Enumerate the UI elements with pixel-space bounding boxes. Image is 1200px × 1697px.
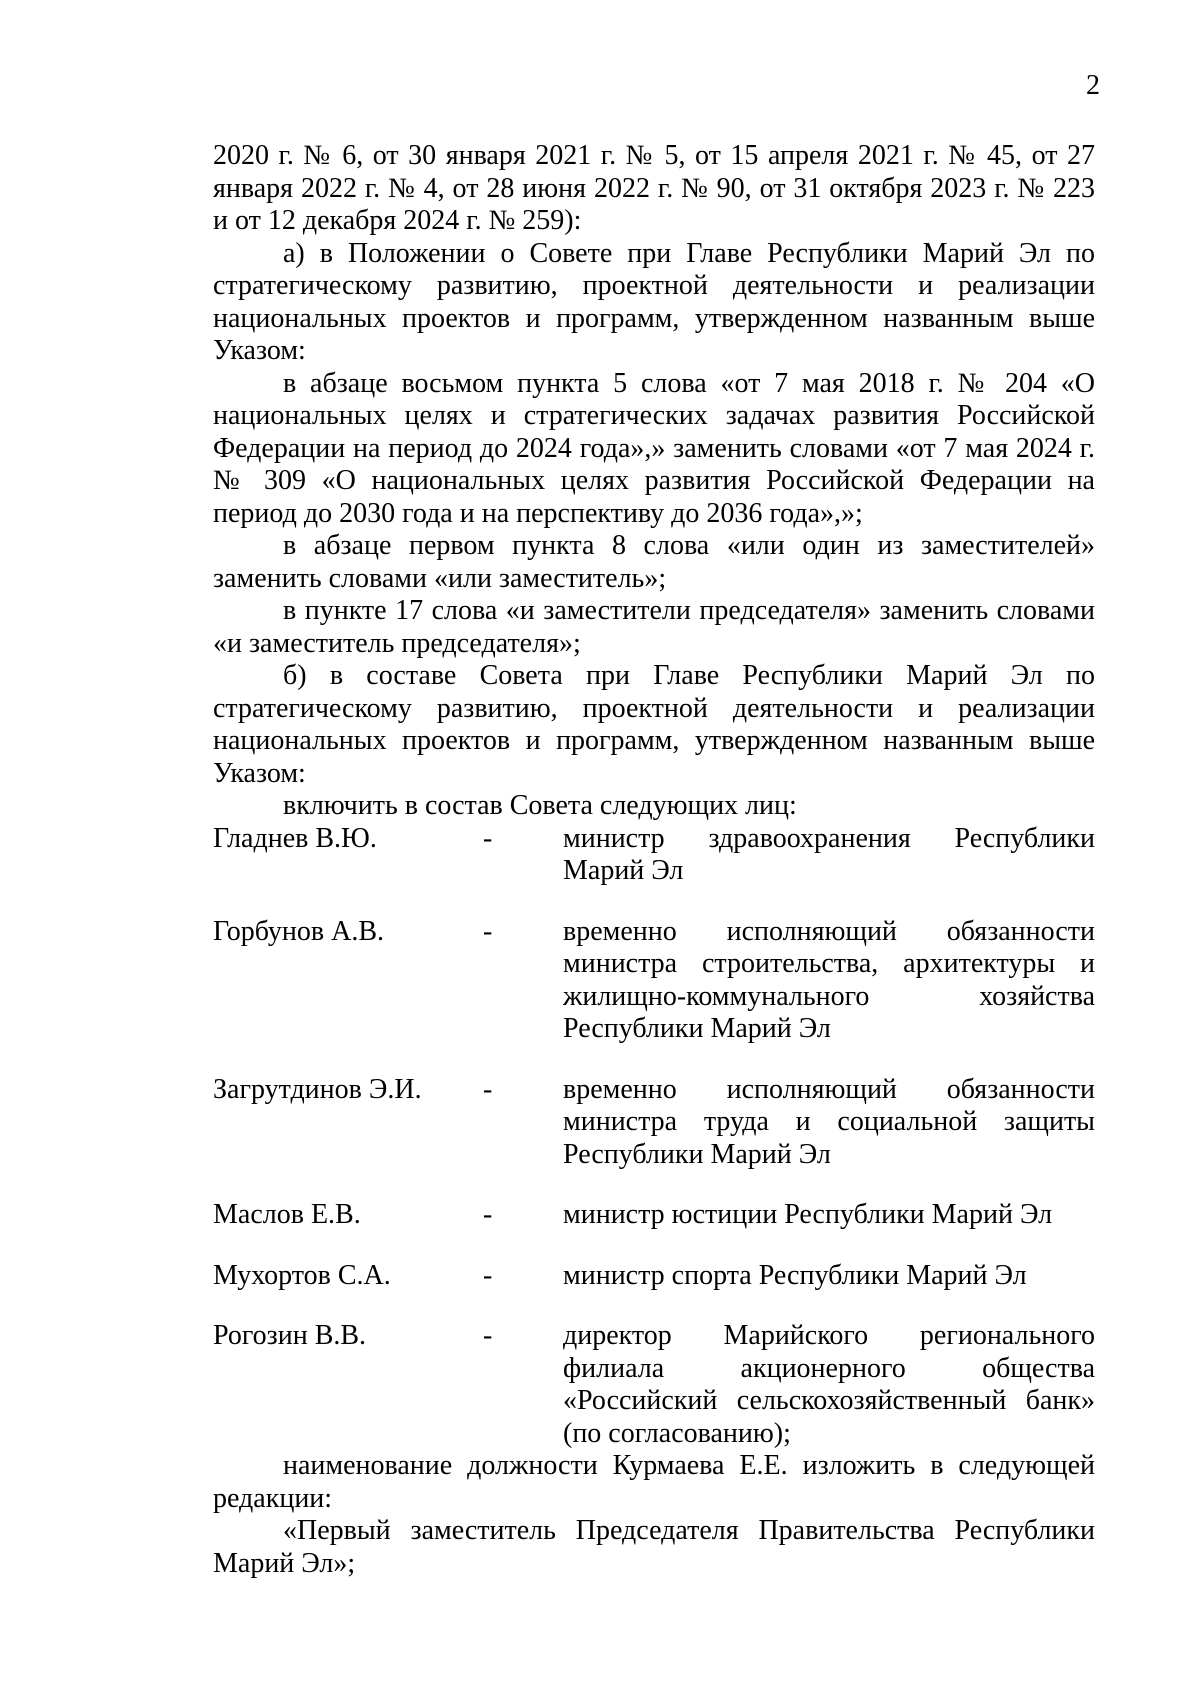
paragraph-decree-list: 2020 г. № 6, от 30 января 2021 г. № 5, от 15 апреля 2021 г. № 45, от 27 января 2022 г. № 4, от 28 июня 2022 г. № 90, от 31 октября 2023 г. № 223 и от 12 декабря 2024 г. № 259): [213, 140, 1095, 236]
member-name: Мухортов С.А. [213, 1259, 391, 1291]
document-body [213, 140, 1095, 1580]
list-item [213, 916, 1095, 1046]
member-dash: - [483, 1320, 493, 1351]
member-dash: - [483, 1259, 493, 1291]
member-name: Загрутдинов Э.И. [213, 1073, 422, 1105]
page-number: 2 [1086, 70, 1100, 101]
list-item [213, 1320, 1095, 1450]
member-name: Маслов Е.В. [213, 1199, 361, 1230]
member-position: временно исполняющий обязанности министра труда и социальной защиты Республики Марий Эл [563, 1073, 1095, 1170]
paragraph-new-title: «Первый заместитель Председателя Правительства Республики Марий Эл»; [213, 1515, 1095, 1579]
member-position: министр юстиции Республики Марий Эл [563, 1199, 1053, 1230]
paragraph-item-b: б) в составе Совета при Главе Республики Марий Эл по стратегическому развитию, проектной деятельности и реализации национальных проектов и программ, утвержденном названным выше Указом: [213, 660, 1095, 789]
paragraph-item-a: а) в Положении о Совете при Главе Республики Марий Эл по стратегическому развитию, проектной деятельности и реализации национальных проектов и программ, утвержденном названным выше Указом: [213, 237, 1095, 366]
member-position: директор Марийского регионального филиала акционерного общества «Российский сельскохозяйственный банк» (по согласованию); [563, 1320, 1095, 1449]
paragraph-point-8: в абзаце первом пункта 8 слова «или один из заместителей» заменить словами «или заместитель»; [213, 530, 1095, 594]
list-item [213, 1199, 1095, 1232]
member-position: министр здравоохранения Республики Марий Эл [563, 822, 1095, 886]
member-position: временно исполняющий обязанности министра строительства, архитектуры и жилищно-коммунального хозяйства Республики Марий Эл [563, 915, 1095, 1044]
member-name: Рогозин В.В. [213, 1320, 367, 1351]
member-name: Горбунов А.В. [213, 915, 385, 947]
paragraph-point-17: в пункте 17 слова «и заместители председателя» заменить словами «и заместитель председателя»; [213, 595, 1095, 659]
paragraph-kurmaev-title: наименование должности Курмаева Е.Е. изложить в следующей редакции: [213, 1450, 1095, 1514]
member-dash: - [483, 1199, 493, 1230]
council-members-list [213, 823, 1095, 1451]
list-item [213, 1074, 1095, 1172]
paragraph-include-members: включить в состав Совета следующих лиц: [283, 790, 797, 821]
member-name: Гладнев В.Ю. [213, 822, 377, 854]
member-dash: - [483, 915, 493, 947]
member-dash: - [483, 1073, 493, 1105]
member-dash: - [483, 822, 493, 854]
list-item [213, 823, 1095, 888]
paragraph-point-5: в абзаце восьмом пункта 5 слова «от 7 мая 2018 г. № 204 «О национальных целях и стратегических задачах развития Российской Федерации на период до 2024 года»,» заменить словами «от 7 мая 2024 г. № 309 «О национальных целях развития Российской Федерации на период до 2030 года и на перспективу до 2036 года»,»; [213, 367, 1095, 529]
list-item [213, 1260, 1095, 1293]
member-position: министр спорта Республики Марий Эл [563, 1259, 1027, 1291]
